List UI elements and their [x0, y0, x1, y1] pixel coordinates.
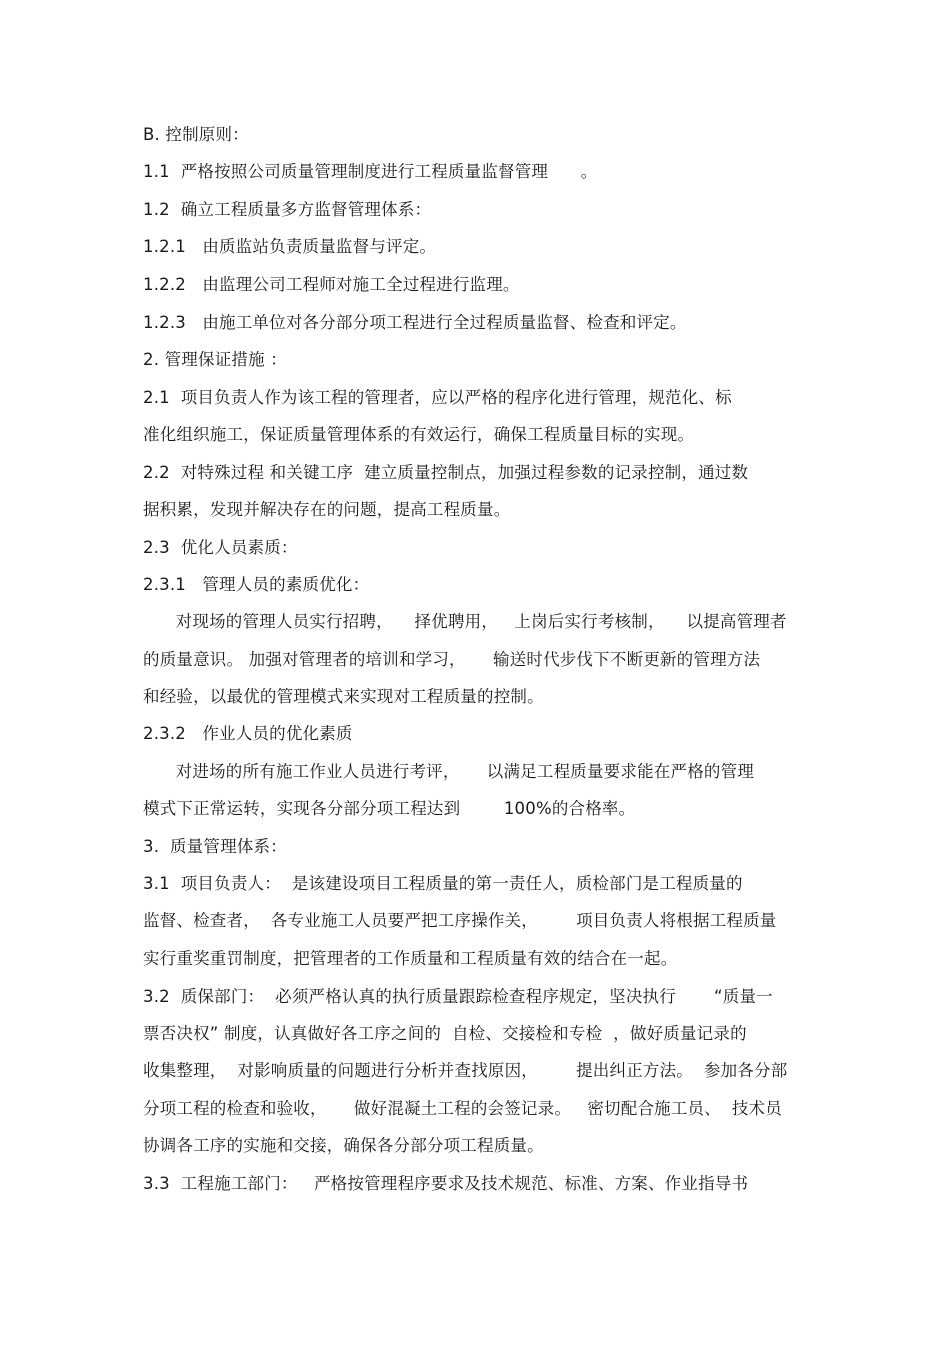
text-line: 收集整理， 对影响质量的问题进行分析并查找原因， 提出纠正方法。 参加各分部: [143, 1061, 788, 1080]
text-line: 1.2.1 由质监站负责质量监督与评定。: [143, 237, 437, 256]
text-line: 的质量意识。 加强对管理者的培训和学习， 输送时代步伐下不断更新的管理方法: [143, 650, 761, 669]
text-line: 模式下正常运转，实现各分部分项工程达到 100%的合格率。: [143, 799, 636, 818]
text-line: 分项工程的检查和验收， 做好混凝土工程的会签记录。 密切配合施工员、 技术员: [143, 1099, 782, 1118]
text-line: 2.3 优化人员素质：: [143, 538, 298, 557]
text-line: B. 控制原则：: [143, 125, 249, 144]
text-line: 协调各工序的实施和交接，确保各分部分项工程质量。: [143, 1136, 544, 1155]
text-line: 1.2.2 由监理公司工程师对施工全过程进行监理。: [143, 275, 520, 294]
text-line: 票否决权” 制度，认真做好各工序之间的 自检、交接检和专检 ，做好质量记录的: [143, 1024, 747, 1043]
text-line: 3.1 项目负责人： 是该建设项目工程质量的第一责任人，质检部门是工程质量的: [143, 874, 743, 893]
text-line: 3.3 工程施工部门： 严格按管理程序要求及技术规范、标准、方案、作业指导书: [143, 1174, 749, 1193]
text-line: 和经验，以最优的管理模式来实现对工程质量的控制。: [143, 687, 544, 706]
text-line: 对进场的所有施工作业人员进行考评， 以满足工程质量要求能在严格的管理: [143, 762, 754, 781]
text-line: 2.3.2 作业人员的优化素质: [143, 724, 353, 743]
text-line: 3. 质量管理体系：: [143, 837, 287, 856]
text-line: 据积累，发现并解决存在的问题，提高工程质量。: [143, 500, 511, 519]
text-line: 监督、检查者， 各专业施工人员要严把工序操作关， 项目负责人将根据工程质量: [143, 911, 777, 930]
text-line: 1.2 确立工程质量多方监督管理体系：: [143, 200, 432, 219]
text-line: 2.2 对特殊过程 和关键工序 建立质量控制点，加强过程参数的记录控制，通过数: [143, 463, 749, 482]
text-line: 2.1 项目负责人作为该工程的管理者，应以严格的程序化进行管理，规范化、标: [143, 388, 732, 407]
text-line: 实行重奖重罚制度，把管理者的工作质量和工程质量有效的结合在一起。: [143, 949, 678, 968]
text-line: 2.3.1 管理人员的素质优化：: [143, 575, 370, 594]
text-line: 对现场的管理人员实行招聘， 择优聘用， 上岗后实行考核制， 以提高管理者: [143, 612, 787, 631]
text-line: 1.1 严格按照公司质量管理制度进行工程质量监督管理 。: [143, 162, 598, 181]
text-line: 准化组织施工，保证质量管理体系的有效运行，确保工程质量目标的实现。: [143, 425, 695, 444]
text-line: 3.2 质保部门： 必须严格认真的执行质量跟踪检查程序规定，坚决执行 “质量一: [143, 987, 773, 1006]
text-line: 1.2.3 由施工单位对各分部分项工程进行全过程质量监督、检查和评定。: [143, 313, 687, 332]
text-line: 2. 管理保证措施 ：: [143, 350, 287, 369]
